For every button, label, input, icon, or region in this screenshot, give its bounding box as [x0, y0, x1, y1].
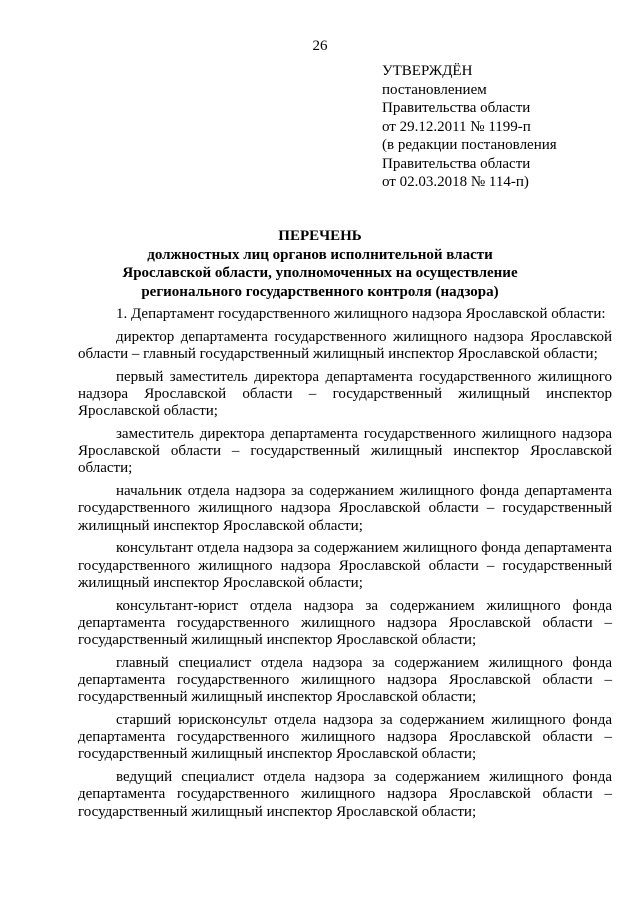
document-body [78, 306, 612, 826]
official-list-item: главный специалист отдела надзора за содержанием жилищного фонда департамента государственного жилищного надзора Ярославской области – государственный жилищный инспектор Ярославской области; [78, 654, 612, 706]
approval-amendment-ref: от 02.03.2018 № 114-п) [382, 174, 529, 190]
official-list-item: старший юрисконсульт отдела надзора за содержанием жилищного фонда департамента государственного жилищного надзора Ярославской области – государственный жилищный инспектор Ярославской области; [78, 712, 612, 763]
approval-block [382, 62, 632, 192]
title-subline: должностных лиц органов исполнительной власти [147, 246, 493, 263]
approval-line: постановлением [382, 81, 487, 98]
title-subline: Ярославской области, уполномоченных на осуществление [122, 265, 518, 281]
section-heading-paragraph: 1. Департамент государственного жилищного надзора Ярославской области: [116, 306, 606, 322]
official-list-item: директор департамента государственного жилищного надзора Ярославской области – главный государственный жилищный инспектор Ярославской области; [78, 328, 612, 362]
title-subline: регионального государственного контроля (надзора) [141, 283, 499, 300]
page-number: 26 [312, 38, 328, 54]
title-heading: ПЕРЕЧЕНЬ [278, 228, 362, 244]
official-list-item: ведущий специалист отдела надзора за содержанием жилищного фонда департамента государственного жилищного надзора Ярославской области – государственный жилищный инспектор Ярославской области; [78, 769, 612, 820]
approval-line: Правительства области [382, 100, 531, 116]
official-list-item: заместитель директора департамента государственного жилищного надзора Ярославской области – государственный жилищный инспектор Ярославской области; [78, 426, 612, 477]
approval-status: УТВЕРЖДЁН [382, 63, 473, 79]
official-list-item: консультант отдела надзора за содержанием жилищного фонда департамента государственного жилищного надзора Ярославской области – государственный жилищный инспектор Ярославской области; [78, 540, 612, 591]
official-list-item: первый заместитель директора департамента государственного жилищного надзора Ярославской области – государственный жилищный инспектор Ярославской области; [78, 368, 612, 420]
approval-decree-ref: от 29.12.2011 № 1199-п [382, 118, 531, 135]
document-title [0, 227, 640, 301]
official-list-item: консультант-юрист отдела надзора за содержанием жилищного фонда департамента государственного жилищного надзора Ярославской области – государственный жилищный инспектор Ярославской области; [78, 597, 612, 649]
approval-line: Правительства области [382, 155, 531, 172]
approval-line: (в редакции постановления [382, 137, 557, 153]
official-list-item: начальник отдела надзора за содержанием жилищного фонда департамента государственного жилищного надзора Ярославской области – государственный жилищный инспектор Ярославской области; [78, 483, 612, 534]
